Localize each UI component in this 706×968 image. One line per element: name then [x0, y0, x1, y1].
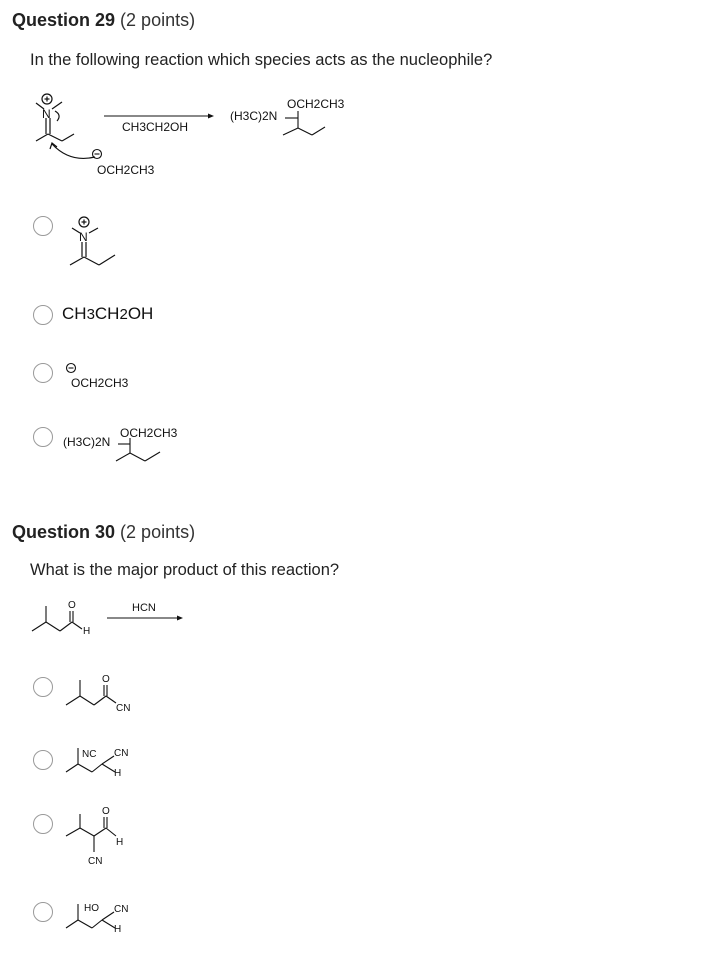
q30-option-4-group3: H — [114, 924, 122, 935]
q30-option-3-group1: CN — [88, 856, 103, 867]
svg-text:O: O — [102, 806, 110, 817]
q30-option-4-group2: CN — [114, 904, 129, 915]
question-29-prompt: In the following reaction which species acts as the nucleophile? — [30, 51, 493, 69]
q29-option-2-label: CH3CH2OH — [62, 304, 154, 323]
question-30-number: Question 30 — [12, 522, 116, 542]
q29-product-top-label: OCH2CH3 — [287, 97, 345, 111]
q30-option-2-group1: NC — [82, 749, 97, 760]
q30-option-2-group2: CN — [114, 748, 129, 759]
q30-reagent-label: HCN — [132, 602, 156, 614]
svg-text:N: N — [79, 230, 88, 244]
q30-option-4-group1: HO — [84, 903, 99, 914]
q30-option-4-radio[interactable] — [33, 902, 53, 922]
q30-option-1-group: CN — [116, 703, 131, 714]
svg-text:H: H — [83, 626, 91, 637]
q29-option-4-top-label: OCH2CH3 — [120, 426, 178, 440]
question-30-points: (2 points) — [120, 522, 196, 542]
q30-option-3-radio[interactable] — [33, 814, 53, 834]
q30-option-1-radio[interactable] — [33, 677, 53, 697]
q29-option-2-radio[interactable] — [33, 305, 53, 325]
q29-nucleophile-label: OCH2CH3 — [97, 163, 155, 177]
q30-option-3-group2: H — [116, 837, 124, 848]
svg-text:N: N — [42, 107, 51, 121]
q29-option-4-left-label: (H3C)2N — [63, 435, 111, 449]
q30-option-2-group3: H — [114, 768, 122, 779]
q29-option-1-radio[interactable] — [33, 216, 53, 236]
svg-text:O: O — [102, 674, 110, 685]
q29-option-3-radio[interactable] — [33, 363, 53, 383]
question-30-title — [12, 522, 195, 543]
question-29-points: (2 points) — [120, 10, 196, 30]
svg-text:O: O — [68, 600, 76, 611]
q29-option-3-label: OCH2CH3 — [71, 376, 129, 390]
question-30-prompt: What is the major product of this reaction? — [30, 561, 340, 579]
q30-option-2-radio[interactable] — [33, 750, 53, 770]
q29-option-4-radio[interactable] — [33, 427, 53, 447]
question-29-number: Question 29 — [12, 10, 116, 30]
iminium-reactant — [36, 94, 95, 158]
q29-product-left-label: (H3C)2N — [230, 109, 278, 123]
q29-reagent-label: CH3CH2OH — [122, 120, 189, 134]
